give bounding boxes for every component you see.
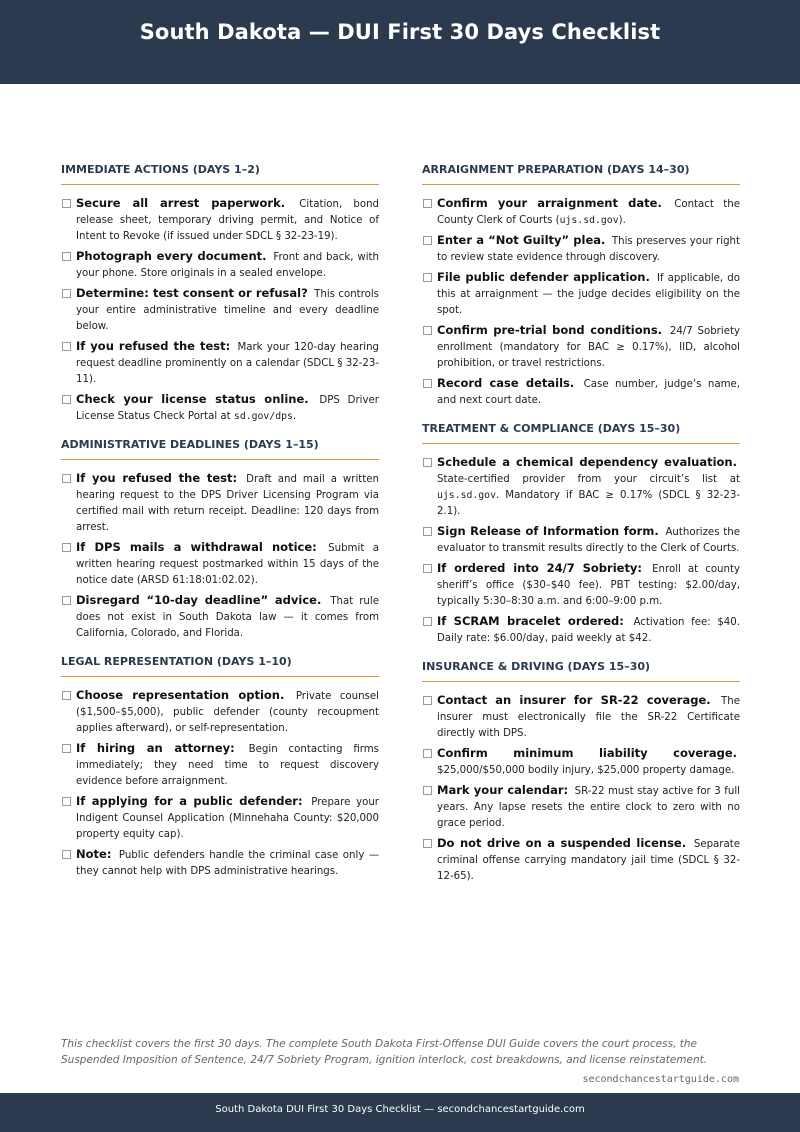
item-text: Citation, bond release sheet, temporary driving permit, and Notice of Intent to Revoke (if issued under SDCL § 32-23-19). bbox=[76, 199, 379, 242]
checkbox[interactable] bbox=[423, 527, 432, 536]
section-heading: LEGAL REPRESENTATION (DAYS 1–10) bbox=[61, 655, 379, 677]
checklist-item bbox=[422, 560, 740, 610]
checkbox[interactable] bbox=[62, 543, 71, 552]
item-lead: Note: bbox=[76, 847, 112, 861]
checkbox[interactable] bbox=[423, 564, 432, 573]
item-lead: Confirm your arraignment date. bbox=[437, 196, 662, 210]
checklist bbox=[422, 454, 740, 647]
item-text: That rule does not exist in South Dakota law — it comes from California, Colorado, and Florida. bbox=[76, 596, 379, 639]
checklist-item bbox=[422, 523, 740, 557]
checkbox[interactable] bbox=[62, 596, 71, 605]
item-lead: If ordered into 24/7 Sobriety: bbox=[437, 561, 643, 575]
item-lead: Confirm minimum liability coverage. bbox=[437, 746, 737, 760]
checkbox[interactable] bbox=[423, 458, 432, 467]
checklist-item bbox=[61, 846, 379, 880]
item-lead: Determine: test consent or refusal? bbox=[76, 286, 308, 300]
checkbox[interactable] bbox=[423, 617, 432, 626]
checkbox[interactable] bbox=[423, 749, 432, 758]
item-lead: If you refused the test: bbox=[76, 471, 238, 485]
item-text-after: . bbox=[292, 411, 297, 422]
section-immediate-actions bbox=[61, 163, 379, 425]
checklist-item bbox=[61, 338, 379, 388]
item-lead: If DPS mails a withdrawal notice: bbox=[76, 540, 317, 554]
checkbox[interactable] bbox=[62, 474, 71, 483]
right-column bbox=[422, 163, 740, 898]
section-heading: ADMINISTRATIVE DEADLINES (DAYS 1–15) bbox=[61, 438, 379, 460]
checklist-item bbox=[422, 232, 740, 266]
checkbox[interactable] bbox=[62, 744, 71, 753]
item-lead: Schedule a chemical dependency evaluation. bbox=[437, 455, 737, 469]
item-text: This controls your entire administrative timeline and every deadline below. bbox=[76, 289, 379, 332]
checklist-item bbox=[61, 687, 379, 737]
section-heading: TREATMENT & COMPLIANCE (DAYS 15–30) bbox=[422, 422, 740, 444]
site-url[interactable]: secondchancestartguide.com bbox=[582, 1074, 739, 1085]
checklist-item bbox=[61, 248, 379, 282]
checkbox[interactable] bbox=[423, 236, 432, 245]
section-heading: ARRAIGNMENT PREPARATION (DAYS 14–30) bbox=[422, 163, 740, 185]
item-lead: Sign Release of Information form. bbox=[437, 524, 659, 538]
item-text: DPS Driver License Status Check Portal at bbox=[76, 395, 379, 422]
checklist-item bbox=[422, 835, 740, 885]
checklist bbox=[61, 687, 379, 880]
checkbox[interactable] bbox=[62, 395, 71, 404]
checkbox[interactable] bbox=[62, 252, 71, 261]
checklist-item bbox=[422, 692, 740, 742]
footer-text: South Dakota DUI First 30 Days Checklist — secondchancestartguide.com bbox=[215, 1104, 585, 1115]
item-text: State-certified provider from your circuit’s list at bbox=[437, 474, 740, 485]
item-text: 24/7 Sobriety enrollment (mandatory for BAC ≥ 0.17%), IID, alcohol prohibition, or travel restrictions. bbox=[437, 326, 740, 369]
checkbox[interactable] bbox=[423, 839, 432, 848]
item-text: This preserves your right to review state evidence through discovery. bbox=[437, 236, 740, 263]
checkbox[interactable] bbox=[423, 696, 432, 705]
checklist-item bbox=[61, 740, 379, 790]
checkbox[interactable] bbox=[62, 850, 71, 859]
checklist-item bbox=[61, 195, 379, 245]
item-text: $25,000/$50,000 bodily injury, $25,000 property damage. bbox=[437, 765, 735, 776]
checklist-item bbox=[422, 375, 740, 409]
checklist-item bbox=[61, 470, 379, 536]
checklist-item bbox=[61, 539, 379, 589]
section-insurance-driving bbox=[422, 660, 740, 885]
checklist-item bbox=[61, 391, 379, 425]
section-arraignment-preparation bbox=[422, 163, 740, 409]
item-lead: Secure all arrest paperwork. bbox=[76, 196, 286, 210]
item-lead: If you refused the test: bbox=[76, 339, 231, 353]
item-text-after: ). bbox=[618, 215, 626, 226]
checklist-item bbox=[422, 195, 740, 229]
checkbox[interactable] bbox=[62, 289, 71, 298]
item-text: Draft and mail a written hearing request to the DPS Driver Licensing Program via certified mail with return receipt. Deadline: 120 days from arrest. bbox=[76, 474, 379, 533]
left-column bbox=[61, 163, 379, 893]
item-lead: If hiring an attorney: bbox=[76, 741, 235, 755]
item-text: Contact the County Clerk of Courts ( bbox=[437, 199, 740, 226]
checkbox[interactable] bbox=[423, 199, 432, 208]
checklist-item bbox=[422, 613, 740, 647]
item-text: Public defenders handle the criminal case only — they cannot help with DPS administrative hearings. bbox=[76, 850, 380, 877]
item-text: Mark your 120-day hearing request deadline prominently on a calendar (SDCL § 32-23-11). bbox=[76, 342, 379, 385]
item-text: If applicable, do this at arraignment — the judge decides eligibility on the spot. bbox=[437, 273, 740, 316]
checkbox[interactable] bbox=[423, 786, 432, 795]
disclaimer: This checklist covers the first 30 days. The complete South Dakota First-Offense DUI Guide covers the court process, the Suspended Imposition of Sentence, 24/7 Sobriety Program, ignition interlock, cost breakdowns, and license reinstatement. bbox=[61, 1038, 708, 1066]
item-lead: Enter a “Not Guilty” plea. bbox=[437, 233, 606, 247]
item-text: Begin contacting firms immediately; they need time to request discovery evidence before arraignment. bbox=[76, 744, 379, 787]
item-text: SR-22 must stay active for 3 full years. Any lapse resets the entire clock to zero with no grace period. bbox=[437, 786, 740, 829]
item-lead: Check your license status online. bbox=[76, 392, 309, 406]
item-text: Case number, judge’s name, and next court date. bbox=[437, 379, 740, 406]
item-text: The insurer must electronically file the SR-22 Certificate directly with DPS. bbox=[437, 696, 740, 739]
section-treatment-compliance bbox=[422, 422, 740, 647]
section-heading: IMMEDIATE ACTIONS (DAYS 1–2) bbox=[61, 163, 379, 185]
checklist-item bbox=[61, 285, 379, 335]
checkbox[interactable] bbox=[423, 273, 432, 282]
item-lead: Do not drive on a suspended license. bbox=[437, 836, 687, 850]
checklist-item bbox=[422, 322, 740, 372]
item-lead: Contact an insurer for SR-22 coverage. bbox=[437, 693, 711, 707]
checklist bbox=[61, 470, 379, 642]
checklist-item bbox=[422, 782, 740, 832]
item-link-code: ujs.sd.gov bbox=[559, 215, 619, 226]
item-text: Enroll at county sheriff’s office ($30–$40 fee). PBT testing: $2.00/day, typically 5:30–8:30 a.m. and 6:00–9:00 p.m. bbox=[437, 564, 740, 607]
item-link-code: sd.gov/dps bbox=[233, 411, 293, 422]
checklist bbox=[61, 195, 379, 425]
item-lead: Confirm pre-trial bond conditions. bbox=[437, 323, 663, 337]
item-text: Activation fee: $40. Daily rate: $6.00/day, paid weekly at $42. bbox=[437, 617, 740, 644]
page-title: South Dakota — DUI First 30 Days Checklist bbox=[139, 20, 661, 44]
item-lead: If applying for a public defender: bbox=[76, 794, 303, 808]
item-text: Authorizes the evaluator to transmit results directly to the Clerk of Courts. bbox=[437, 527, 740, 554]
item-text: Front and back, with your phone. Store originals in a sealed envelope. bbox=[76, 252, 379, 279]
item-text: Submit a written hearing request postmarked within 15 days of the notice date (ARSD 61:18:01:02.02). bbox=[76, 543, 379, 586]
checkbox[interactable] bbox=[62, 691, 71, 700]
item-text: Separate criminal offense carrying mandatory jail time (SDCL § 32-12-65). bbox=[437, 839, 740, 882]
checkbox[interactable] bbox=[62, 199, 71, 208]
item-lead: Mark your calendar: bbox=[437, 783, 569, 797]
checkbox[interactable] bbox=[62, 797, 71, 806]
checklist-item bbox=[61, 793, 379, 843]
page-footer bbox=[0, 1093, 800, 1132]
item-text: Prepare your Indigent Counsel Application (Minnehaha County: $20,000 property equity cap). bbox=[76, 797, 379, 840]
item-text-after: . Mandatory if BAC ≥ 0.17% (SDCL § 32-23-2.1). bbox=[437, 490, 740, 517]
page-header bbox=[0, 0, 800, 84]
item-lead: Photograph every document. bbox=[76, 249, 267, 263]
checklist bbox=[422, 195, 740, 409]
checkbox[interactable] bbox=[62, 342, 71, 351]
section-heading: INSURANCE & DRIVING (DAYS 15–30) bbox=[422, 660, 740, 682]
item-lead: If SCRAM bracelet ordered: bbox=[437, 614, 624, 628]
section-legal-representation bbox=[61, 655, 379, 880]
item-lead: Choose representation option. bbox=[76, 688, 285, 702]
checkbox[interactable] bbox=[423, 379, 432, 388]
checklist-item bbox=[422, 269, 740, 319]
section-administrative-deadlines bbox=[61, 438, 379, 642]
item-lead: Disregard “10-day deadline” advice. bbox=[76, 593, 322, 607]
item-text: Private counsel ($1,500–$5,000), public defender (county recoupment applies afterward), or self-representation. bbox=[76, 691, 379, 734]
checklist-item bbox=[61, 592, 379, 642]
checkbox[interactable] bbox=[423, 326, 432, 335]
item-lead: File public defender application. bbox=[437, 270, 650, 284]
item-link-code: ujs.sd.gov bbox=[437, 490, 496, 501]
checklist-item bbox=[422, 745, 740, 779]
checklist-item bbox=[422, 454, 740, 520]
item-lead: Record case details. bbox=[437, 376, 575, 390]
checklist bbox=[422, 692, 740, 885]
